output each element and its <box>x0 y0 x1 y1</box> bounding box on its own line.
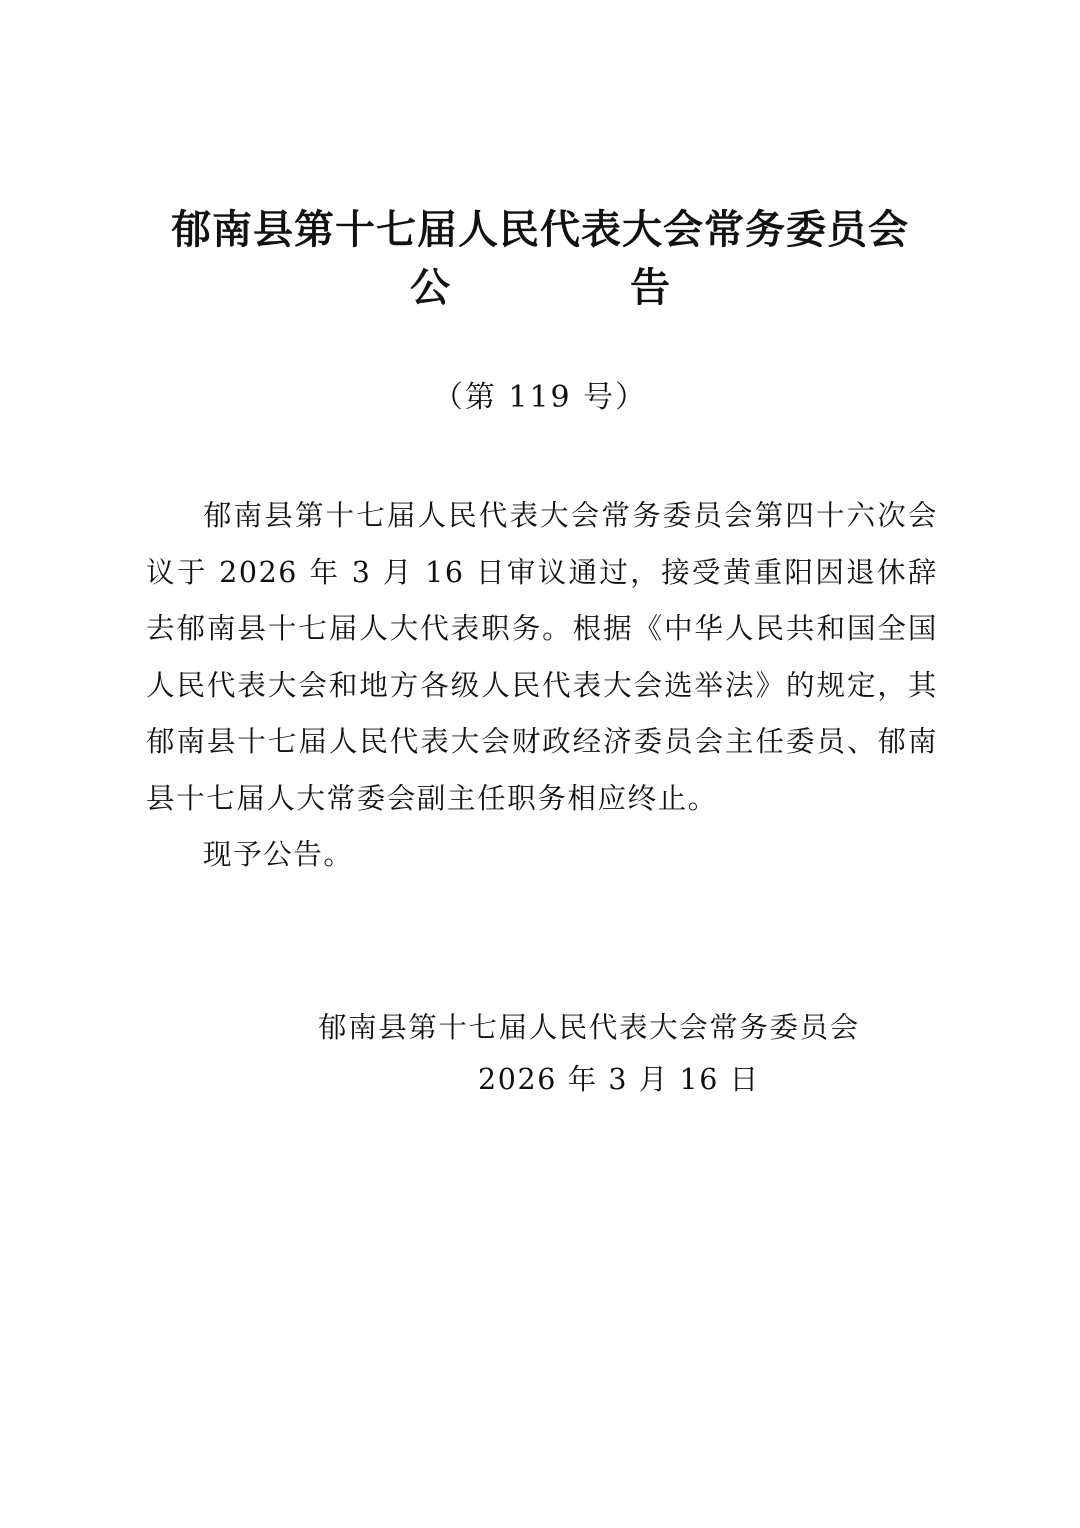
signature-date: 2026 年 3 月 16 日 <box>478 1063 760 1096</box>
document-number: （第 119 号） <box>432 380 648 415</box>
document-subtitle <box>0 258 1080 318</box>
subtitle-char-2: 告 <box>630 265 670 311</box>
document-body <box>146 488 938 884</box>
signature-organization: 郁南县第十七届人民代表大会常务委员会 <box>318 1011 860 1044</box>
subtitle-char-1: 公 <box>410 265 450 311</box>
body-paragraph-closing: 现予公告。 <box>203 838 354 871</box>
body-paragraph-main: 郁南县第十七届人民代表大会常务委员会第四十六次会议于 2026 年 3 月 16 日审议通过，接受黄重阳因退休辞去郁南县十七届人大代表职务。根据《中华人民共和国全国人民代表大会和地方各级人民代表大会选举法》的规定，其郁南县十七届人民代表大会财政经济委员会主任委员、郁南县十七届人大常委会副主任职务相应终止。 <box>146 499 938 815</box>
document-title: 郁南县第十七届人民代表大会常务委员会 <box>171 207 909 253</box>
